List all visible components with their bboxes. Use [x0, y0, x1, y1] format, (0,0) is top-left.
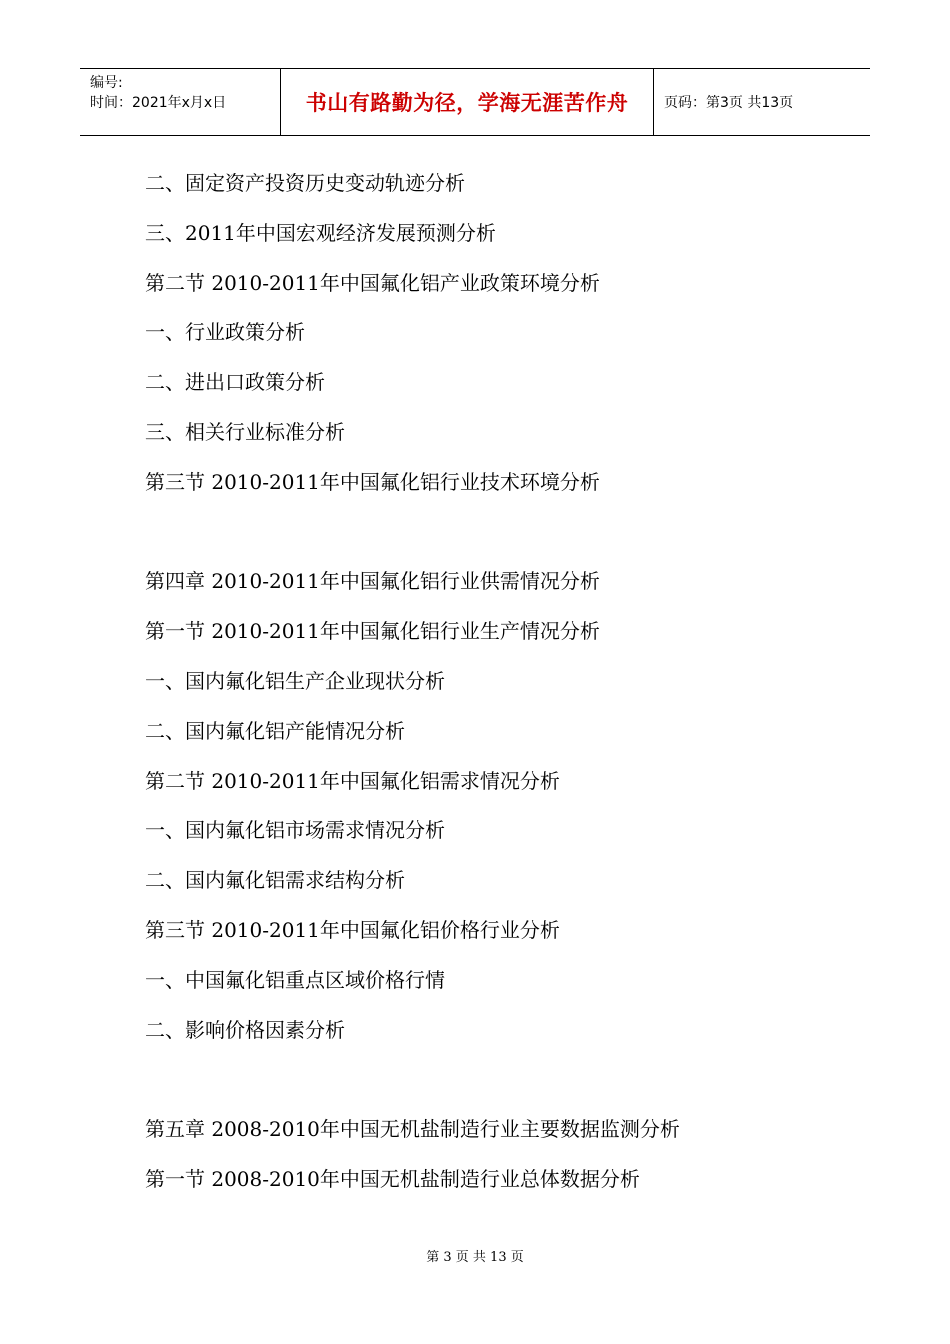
- header-page-cell: [654, 69, 870, 135]
- toc-entry: 一、中国氟化铝重点区域价格行情: [145, 967, 445, 992]
- toc-entry: 第五章 2008-2010年中国无机盐制造行业主要数据监测分析: [145, 1117, 680, 1142]
- toc-entry: 三、相关行业标准分析: [145, 419, 345, 444]
- toc-spacer: [145, 517, 845, 567]
- toc-entry: 二、国内氟化铝需求结构分析: [145, 868, 405, 893]
- toc-entry: 一、国内氟化铝生产企业现状分析: [145, 668, 445, 693]
- header-motto: 书山有路勤为径，学海无涯苦作舟: [305, 91, 629, 115]
- toc-entry: 第一节 2008-2010年中国无机盐制造行业总体数据分析: [145, 1166, 640, 1191]
- header-page-info: 页码：第3页 共13页: [664, 95, 794, 111]
- toc-entry: 二、影响价格因素分析: [145, 1017, 345, 1042]
- toc-entry: 一、行业政策分析: [145, 320, 305, 345]
- header-info-cell: [80, 69, 281, 135]
- toc-entry: 二、固定资产投资历史变动轨迹分析: [145, 171, 465, 195]
- page-footer: [0, 1246, 950, 1265]
- toc-spacer: [145, 1064, 845, 1114]
- toc-entry: 第二节 2010-2011年中国氟化铝需求情况分析: [145, 768, 560, 793]
- table-of-contents: [145, 168, 845, 1214]
- toc-entry: 第三节 2010-2011年中国氟化铝价格行业分析: [145, 917, 560, 942]
- toc-entry: 第四章 2010-2011年中国氟化铝行业供需情况分析: [145, 569, 600, 594]
- toc-entry: 二、进出口政策分析: [145, 370, 325, 395]
- toc-entry: 第一节 2010-2011年中国氟化铝行业生产情况分析: [145, 619, 600, 644]
- toc-entry: 一、国内氟化铝市场需求情况分析: [145, 818, 445, 843]
- page-header: [80, 68, 870, 136]
- toc-entry: 第二节 2010-2011年中国氟化铝产业政策环境分析: [145, 270, 600, 295]
- serial-number-label: 编号:: [90, 75, 123, 91]
- date-label: 时间：2021年x月x日: [90, 95, 227, 111]
- footer-page-number: 第 3 页 共 13 页: [426, 1250, 524, 1265]
- toc-entry: 三、2011年中国宏观经济发展预测分析: [145, 220, 496, 245]
- header-motto-cell: [281, 69, 654, 135]
- toc-entry: 二、国内氟化铝产能情况分析: [145, 718, 405, 743]
- toc-entry: 第三节 2010-2011年中国氟化铝行业技术环境分析: [145, 469, 600, 494]
